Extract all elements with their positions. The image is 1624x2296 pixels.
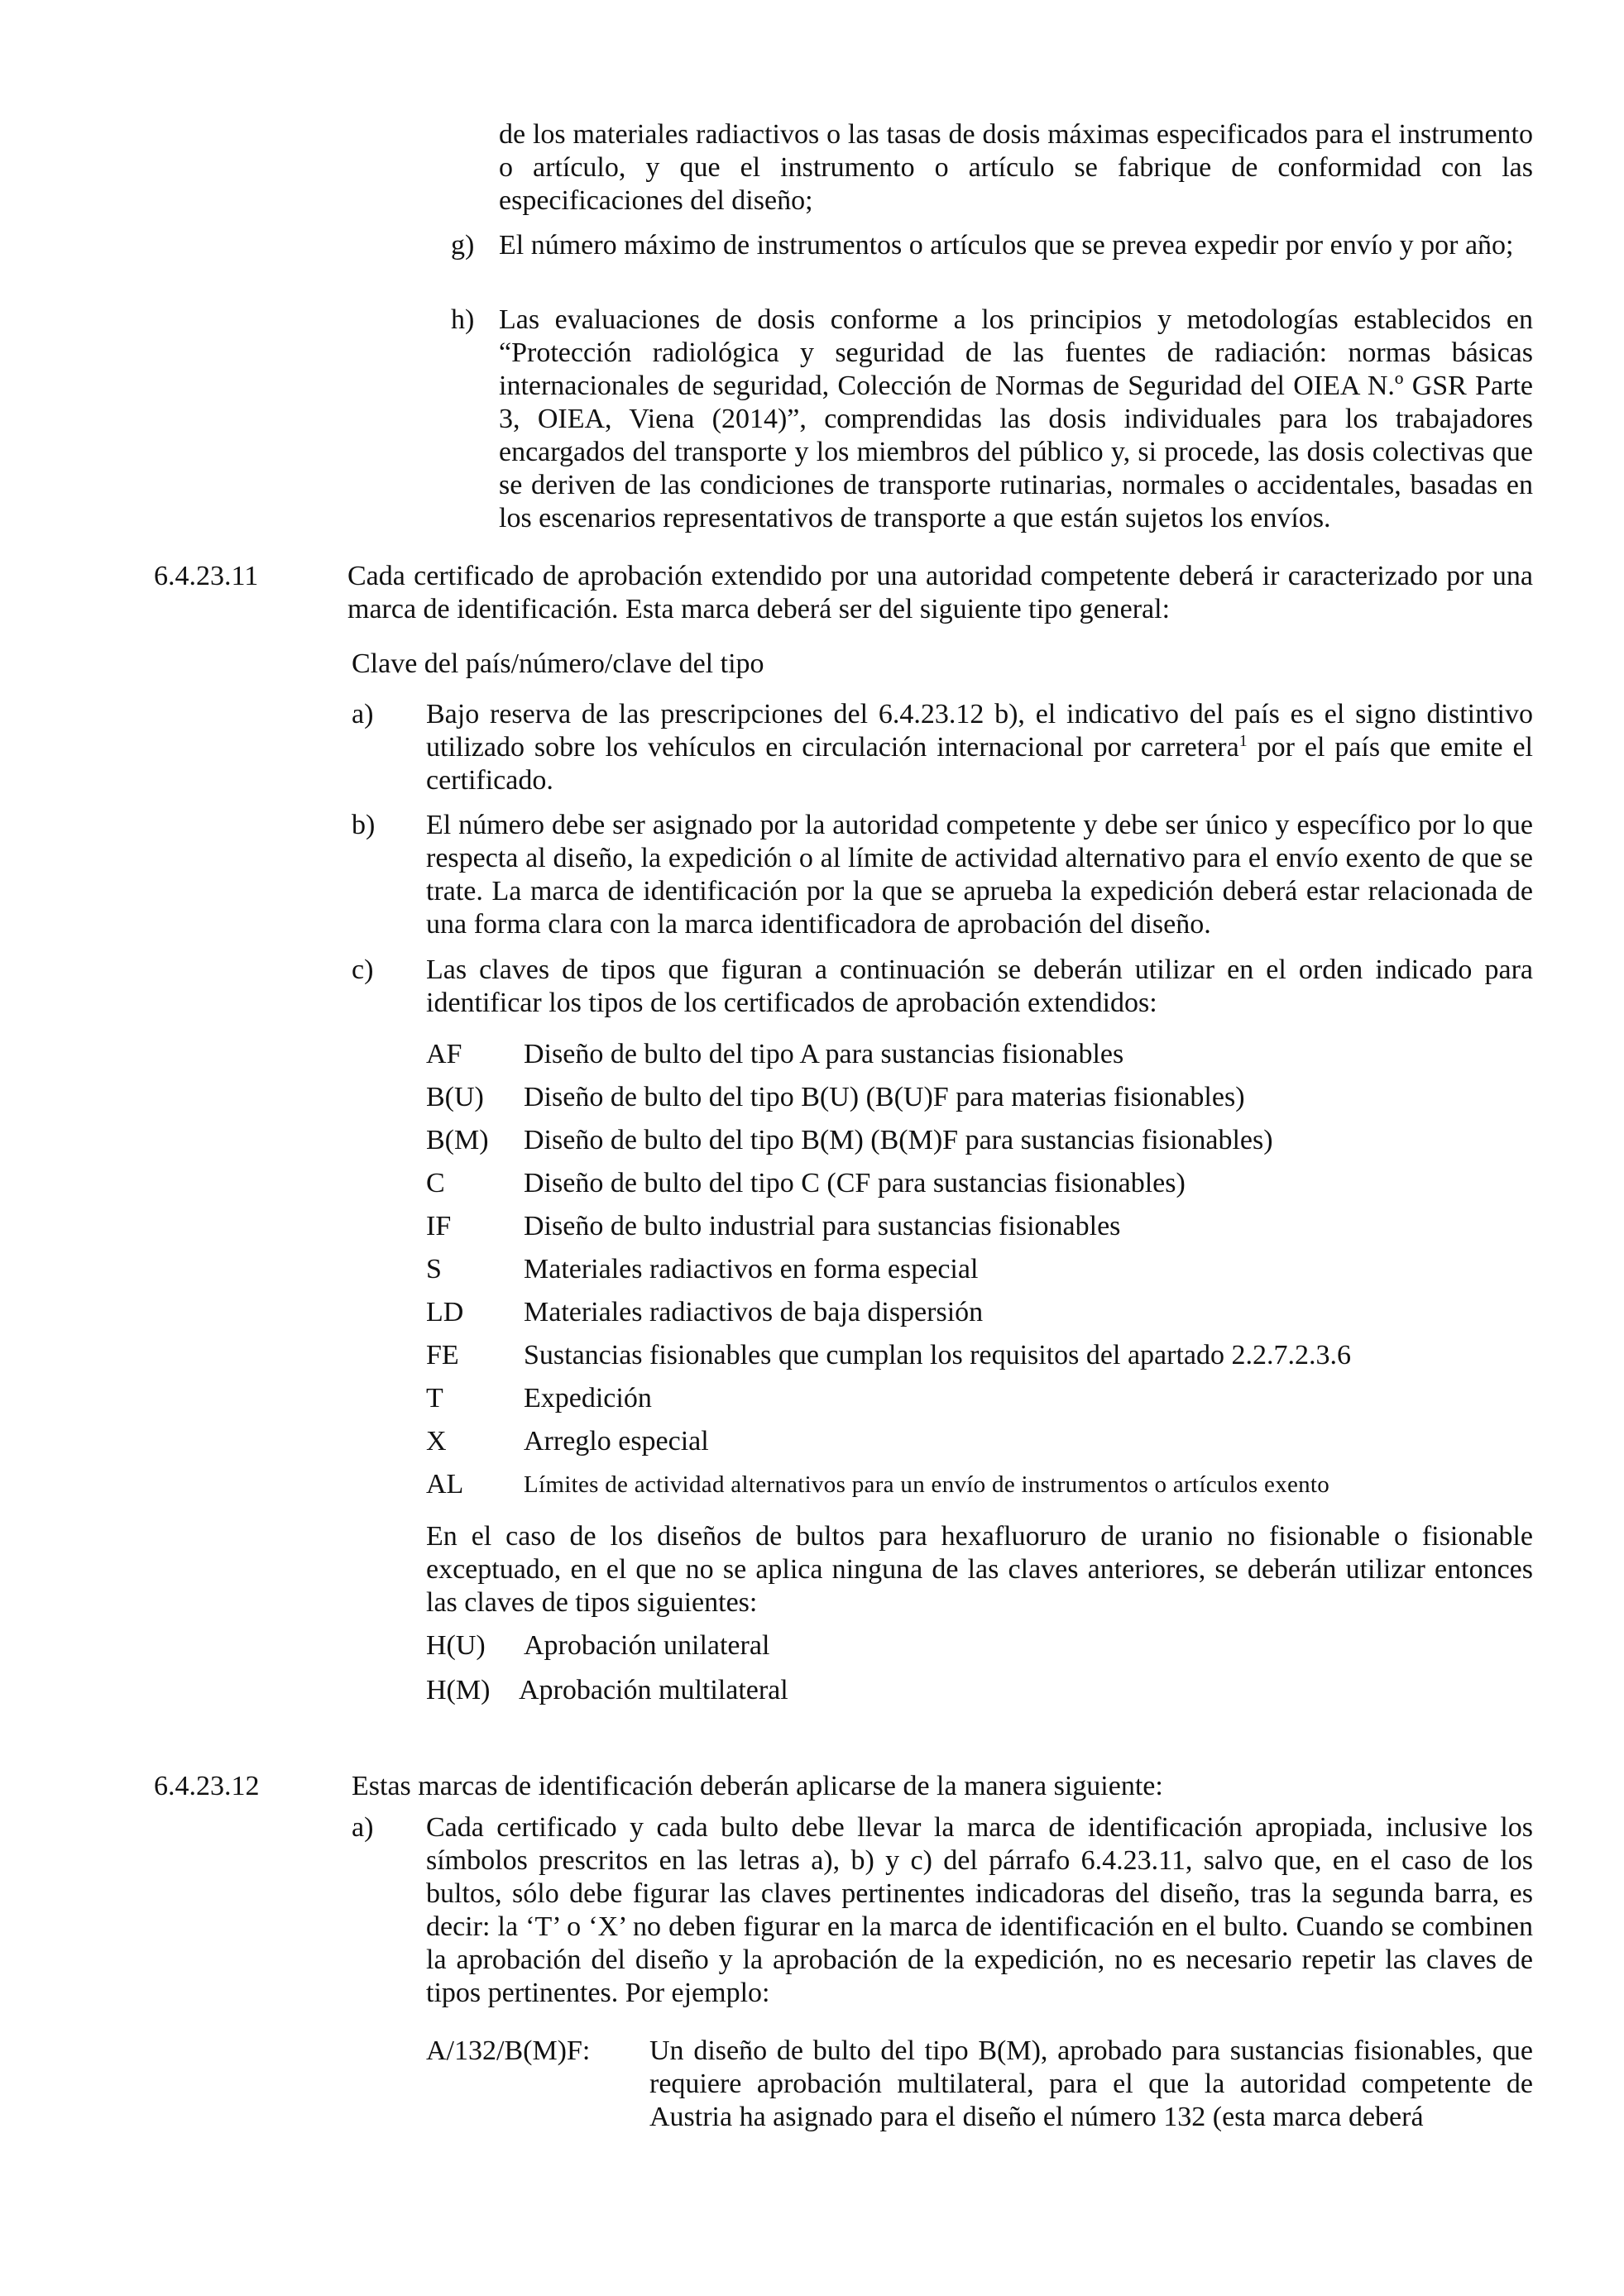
type-code: X: [426, 1426, 447, 1457]
list-item-g-text: El número máximo de instrumentos o artículos que se prevea expedir por envío y por año;: [499, 230, 1514, 261]
continued-text: de los materiales radiactivos o las tasas de dosis máximas especificados para el instrumento o artículo, y que el instrumento o artículo se fabrique de conformidad con las especificaciones del diseño;: [499, 119, 1533, 216]
list-marker-a: a): [352, 699, 374, 729]
item-a-12-text: Cada certificado y cada bulto debe llevar la marca de identificación apropiada, inclusive los símbolos prescritos en las letras a), b) y c) del párrafo 6.4.23.11, salvo que, en el caso de los bultos, sólo debe figurar las claves pertinentes indicadoras del diseño, tras la segunda barra, es decir: la ‘T’ o ‘X’ no deben figurar en la marca de identificación en el bulto. Cuando se combinen la aprobación del diseño y la aprobación de la expedición, no es necesario repetir las claves de tipos pertinentes. Por ejemplo:: [426, 1812, 1533, 2008]
type-description: Sustancias fisionables que cumplan los requisitos del apartado 2.2.7.2.3.6: [524, 1340, 1351, 1370]
uf6-text: En el caso de los diseños de bultos para hexafluoruro de uranio no fisionable o fisionable exceptuado, en el que no se aplica ninguna de las claves anteriores, se deberán utilizar entonces las claves de tipos siguientes:: [426, 1521, 1533, 1618]
type-description: Diseño de bulto del tipo B(U) (B(U)F para materias fisionables): [524, 1082, 1245, 1112]
type-code: B(M): [426, 1125, 489, 1155]
list-item-g: [499, 229, 1533, 262]
footnote-ref[interactable]: 1: [1238, 732, 1248, 750]
list-item-h-text: Las evaluaciones de dosis conforme a los principios y metodologías establecidos en “Protección radiológica y seguridad de las fuentes de radiación: normas básicas internacionales de seguridad, Colección de Normas de Seguridad del OIEA N.º GSR Parte 3, OIEA, Viena (2014)”, comprendidas las dosis individuales para los trabajadores encargados del transporte y los miembros del público y, si procede, las dosis colectivas que se deriven de las condiciones de transporte rutinarias, normales o accidentales, basadas en los escenarios representativos de transporte a que están sujetos los envíos.: [499, 304, 1533, 533]
section-12-text: [352, 1770, 1533, 1803]
type-description: Diseño de bulto del tipo C (CF para sustancias fisionables): [524, 1168, 1186, 1198]
continued-paragraph: [499, 118, 1533, 218]
type-description: Materiales radiactivos en forma especial: [524, 1254, 979, 1284]
type-description: Diseño de bulto del tipo A para sustancias fisionables: [524, 1039, 1124, 1069]
example-code: A/132/B(M)F:: [426, 2035, 591, 2066]
section-11-paragraph: Cada certificado de aprobación extendido por una autoridad competente deberá ir caracterizado por una marca de identificación. Esta marca deberá ser del siguiente tipo general:: [347, 561, 1533, 624]
item-a-text: Bajo reserva de las prescripciones del 6.4.23.12 b), el indicativo del país es el signo distintivo utilizado sobre los vehículos en circulación internacional por carretera$^1$ por el país que emite el certificado.: [426, 699, 1533, 796]
list-marker-g: g): [451, 230, 475, 261]
section-number-11: 6.4.23.11: [154, 561, 259, 591]
list-marker-b: b): [352, 810, 376, 840]
type-description: Límites de actividad alternativos para un envío de instrumentos o artículos exento: [524, 1471, 1330, 1498]
uf6-paragraph: [426, 1520, 1533, 1619]
item-a-country-code: [426, 698, 1533, 797]
item-c-type-codes: [426, 954, 1533, 1020]
type-code: H(U): [426, 1630, 486, 1661]
section-11-text: [347, 560, 1533, 626]
item-c-text: Las claves de tipos que figuran a continuación se deberán utilizar en el orden indicado para identificar los tipos de los certificados de aprobación extendidos:: [426, 954, 1533, 1018]
type-description: Arreglo especial: [524, 1426, 709, 1457]
type-description: Diseño de bulto del tipo B(M) (B(M)F para sustancias fisionables): [524, 1125, 1273, 1155]
type-description: Expedición: [524, 1383, 652, 1413]
list-marker-h: h): [451, 304, 475, 335]
item-b-text: El número debe ser asignado por la autoridad competente y debe ser único y específico por lo que respecta al diseño, la expedición o al límite de actividad alternativo para el envío exento de que se trate. La marca de identificación por la que se aprueba la expedición deberá estar relacionada de una forma clara con la marca identificadora de aprobación del diseño.: [426, 810, 1533, 940]
item-a-marking: [426, 1811, 1533, 2010]
mark-format: Clave del país/número/clave del tipo: [352, 648, 764, 679]
section-12-paragraph: Estas marcas de identificación deberán aplicarse de la manera siguiente:: [352, 1771, 1163, 1801]
type-description: Diseño de bulto industrial para sustancias fisionables: [524, 1211, 1121, 1241]
item-b-number: [426, 809, 1533, 941]
type-code: T: [426, 1383, 443, 1413]
example-description: [649, 2035, 1533, 2134]
type-code: C: [426, 1168, 445, 1198]
type-code: S: [426, 1254, 442, 1284]
type-code: IF: [426, 1211, 452, 1241]
list-marker-a-12: a): [352, 1812, 374, 1843]
type-description: Materiales radiactivos de baja dispersión: [524, 1297, 984, 1327]
type-description: Aprobación multilateral: [519, 1675, 788, 1705]
list-item-h: [499, 304, 1533, 535]
type-code: AF: [426, 1039, 462, 1069]
type-code: B(U): [426, 1082, 484, 1112]
section-number-12: 6.4.23.12: [154, 1771, 260, 1801]
list-marker-c: c): [352, 954, 374, 985]
example-text: Un diseño de bulto del tipo B(M), aprobado para sustancias fisionables, que requiere aprobación multilateral, para el que la autoridad competente de Austria ha asignado para el diseño el número 132 (esta marca deberá: [649, 2035, 1533, 2132]
type-code: H(M): [426, 1675, 491, 1705]
type-code: LD: [426, 1297, 464, 1327]
type-code: FE: [426, 1340, 459, 1370]
type-description: Aprobación unilateral: [524, 1630, 770, 1661]
type-code: AL: [426, 1469, 464, 1500]
